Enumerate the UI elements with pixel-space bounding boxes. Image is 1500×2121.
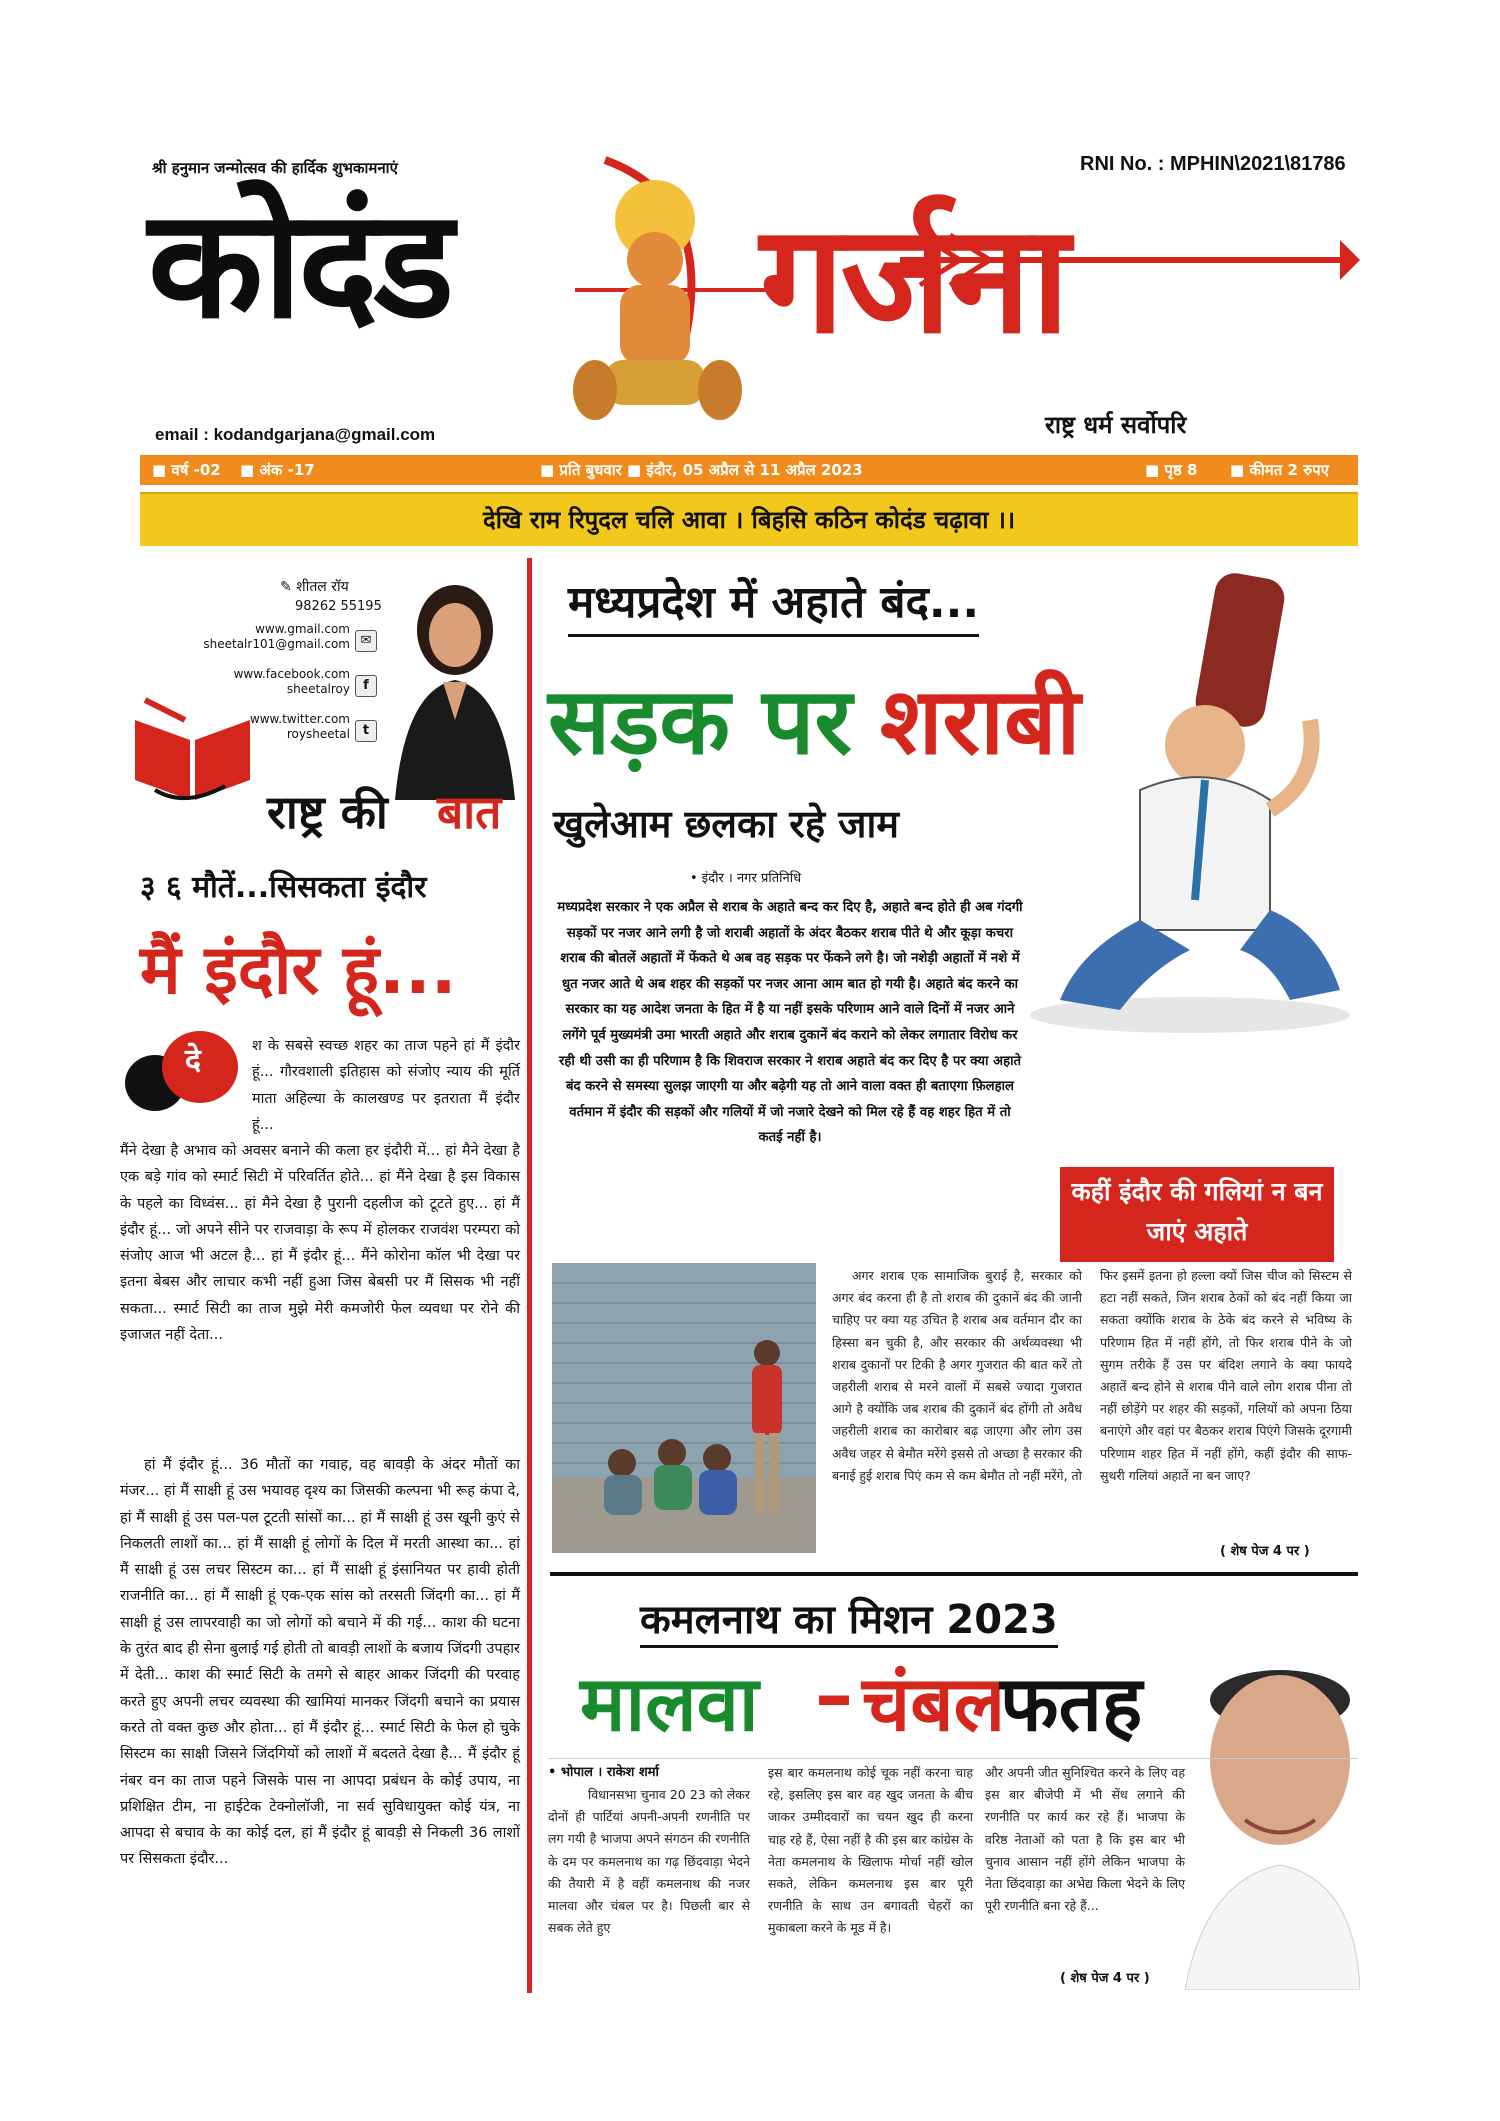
story2-headline-red: चंबल: [862, 1659, 1006, 1748]
quote-banner: देखि राम रिपुदल चलि आवा । बिहसि कठिन कोदंड चढ़ावा ।।: [140, 492, 1358, 546]
story1-col-2: फिर इसमें इतना हो हल्ला क्यों जिस चीज को सिस्टम से हटा नहीं सकते, जिन शराब ठेकों को बंद नहीं किया जा सकता क्योंकि शराब के ठेके बंद करने से भविष्य के परिणाम हित में नहीं होंगे, तो फिर शराब पीने के जो सुगम तरीके हैं उस पर बंदिश लगाने के क्या फायदे अहातें बन्द होने से शराब पीने वाले लोग शराब पीना तो नहीं छोड़ेंगे पर शहर की सड़कों, गलियों को अपना ठिया बनाएंगे और वहां पर बैठकर शराब पिएंगे जिसके दूरगामी परिणाम शहर हित में नहीं होंगे, कहीं इंदौर की साफ-सुथरी गलियां अहातें ना बन जाए?: [1100, 1268, 1352, 1483]
drunk-man-illustration: [1020, 570, 1365, 1040]
rni-number: RNI No. : MPHIN\2021\81786: [1080, 153, 1346, 175]
mail-icon: ✉: [355, 630, 377, 652]
issue-year: ■ वर्ष -02: [152, 461, 221, 479]
hanuman-illustration: [535, 140, 775, 440]
story1-subhead: खुलेआम छलका रहे जाम: [553, 802, 900, 846]
email-address: email : kodandgarjana@gmail.com: [155, 425, 436, 444]
story2-headline-black: फतह: [1000, 1659, 1143, 1748]
story2-dateline: • भोपाल । राकेश शर्मा: [548, 1765, 659, 1780]
story1-kicker: मध्यप्रदेश में अहाते बंद...: [568, 570, 979, 637]
masthead-title-red: गर्जना: [760, 193, 1066, 367]
book-icon: [125, 690, 265, 810]
politician-photo: [1185, 1610, 1360, 1990]
gmail-line-2: sheetalr101@gmail.com: [203, 637, 350, 651]
facebook-line-2: sheetalroy: [286, 682, 350, 696]
masthead-tagline: राष्ट्र धर्म सर्वोपरि: [1045, 411, 1187, 439]
author-phone: 98262 55195: [295, 599, 382, 614]
story1-intro: मध्यप्रदेश सरकार ने एक अप्रैल से शराब के अहाते बन्द कर दिए है, अहाते बन्द होते ही अब गंदगी सड़कों पर नजर आने लगी है जो शराबी अहातों के अंदर बैठकर शराब पीते थे और कूड़ा कचरा शराब की बोतलें अहातों में फेंकते थे अब वह सड़क पर फेंकने लगे है। जो नशेड़ी अहातों में नशे में धुत नजर आते थे अब शहर की सड़कों पर नजर आना आम बात हो गयी है। अहाते बंद करने का सरकार का यह आदेश जनता के हित में है या नहीं इसके परिणाम आने वाले दिनों में नजर आने लगेंगे पूर्व मुख्यमंत्री उमा भारती अहाते और शराब दुकानें बंद कराने को लेकर लगातार विरोध कर रही थी उसी का ही परिणाम है कि शिवराज सरकार ने शराब अहाते बंद कर दिए है पर क्या अहाते बंद करने से समस्या सुलझ जाएगी या और बढ़ेगी यह तो आने वाला वक्त ही बताएगा फ़िलहाल वर्तमान में इंदौर की सड़कों और गलियों में जो नजारे देखने को मिल रहे हैं वह शहर हित में तो कतई नहीं है।: [557, 900, 1023, 1146]
story2-col-2: इस बार कमलनाथ कोई चूक नहीं करना चाह रहे, इसलिए इस बार वह खुद जनता के बीच जाकर उम्मीदवारों का चयन खुद ही करना चाह रहे हैं, ऐसा नहीं है की इस बार कांग्रेस के नेता कमलनाथ के खिलाफ मोर्चा नहीं खोल सकते, लेकिन कमलनाथ इस बार पूरी रणनीति के साथ उन बगावती चेहरों का मुकाबला करने के मूड में है।: [768, 1765, 973, 1936]
author-photo: [385, 570, 525, 800]
column-para-3: हां मैं इंदौर हूं... 36 मौतों का गवाह, वह बावड़ी के अंदर मौतों का मंजर... हां मैं साक्षी हूं उस भयावह दृश्य का जिसकी कल्पना भी रूह कंपा दे, हां मैं साक्षी हूं उस पल-पल टूटती सांसों का... हां मैं साक्षी हूं उस खूनी कुएं से निकलती लाशों का... हां मैं साक्षी हूं लोगों के दिल में मरती आस्था का... हां मैं साक्षी हूं उस लचर सिस्टम का... हां मैं साक्षी हूं इंसानियत पर हावी होती राजनीति का... हां मैं साक्षी हूं एक-एक सांस को तरसती जिंदगी का... हां मैं साक्षी हूं उस लापरवाही का जो लोगों को बचाने में की गई... काश की घटना के तुरंत बाद ही सेना बुलाई गई होती तो बावड़ी लाशों के बजाय जिंदगी उपहार में देती... काश की स्मार्ट सिटी के तमगे से बाहर आकर जिंदगी की परवाह करते हुए अपनी लचर व्यवस्था की खामियां मानकर जिंदगी बचाने का प्रयास करते तो वक्त कुछ और होता... हां मैं इंदौर हूं... स्मार्ट सिटी के फेल हो चुके सिस्टम का साक्षी जिसने जिंदगियों को लाशों में बदलते देखा है... मैं इंदौर हूं नंबर वन का ताज पहने जिसके पास ना आपदा प्रबंधन के कोई उपाय, ना प्रशिक्षित टीम, ना हाईटेक टेक्नोलॉजी, ना सर्व सुविधायुक्त कोई यंत्र, ना आपदा से बचाव के का कोई दल, हां मैं इंदौर हूं बावड़ी से निकली 36 लाशों पर सिसकता इंदौर...: [120, 1457, 520, 1868]
arrow-icon: [900, 215, 1360, 305]
story2-rule: [548, 1758, 1358, 1759]
story2-col-1: विधानसभा चुनाव 20 23 को लेकर दोनों ही पार्टियां अपनी-अपनी रणनीति पर लग गयी है भाजपा अपने संगठन की रणनीति के दम पर कमलनाथ का गढ़ छिंदवाड़ा भेदने की तैयारी में है वहीं कमलनाथ की नजर मालवा और चंबल पर है। पिछली बार से सबक लेते हुए: [548, 1787, 750, 1936]
author-name: ✎ शीतल रॉय: [280, 579, 349, 595]
price: ■ कीमत 2 रुपए: [1230, 461, 1329, 479]
column-para-1: श के सबसे स्वच्छ शहर का ताज पहने हां मैं इंदौर हूं... गौरवशाली इतिहास को संजोए न्याय की मूर्ति माता अहिल्या के कालखण्ड पर इतराता मैं इंदौर हूं...: [252, 1038, 520, 1133]
story2-headline-green: मालवा: [580, 1659, 759, 1748]
gmail-contact: [180, 622, 350, 652]
section-divider: [550, 1572, 1358, 1576]
column-brand-black: राष्ट्र की: [267, 785, 388, 839]
story1-callout: कहीं इंदौर की गलियां न बन जाएं अहाते: [1060, 1167, 1334, 1262]
story1-dateline: • इंदौर । नगर प्रतिनिधि: [690, 871, 802, 886]
story2-col-3: और अपनी जीत सुनिश्चित करने के लिए वह इस बार बीजेपी में भी सेंध लगाने की रणनीति पर कार्य कर रहे हैं। भाजपा के वरिष्ठ नेताओं को पता है कि इस बार भी चुनाव आसान नहीं होंगे लेकिन भाजपा के नेता छिंदवाड़ा का अभेद्य किला भेदने के लिए पूरी रणनीति बना रहे हैं...: [985, 1765, 1185, 1914]
column-para-2: मैंने देखा है अभाव को अवसर बनाने की कला हर इंदौरी में... हां मैने देखा है एक बड़े गांव को स्मार्ट सिटी में परिवर्तित होते... हां मैंने देखा है इस विकास के पहले का विध्वंस... हां मैने देखा है पुरानी दहलीज को टूटते हुए... हां मैं इंदौर हूं... जो अपने सीने पर राजवाड़ा के रूप में होलकर राजवंश परम्परा को संजोए आज भी अटल है... हां मैं इंदौर हूं... मैंने कोरोना कॉल भी देखा पर इतना बेबस और लाचार कभी नहीं हुआ जिस बेबसी पर मैं सिसक भी नहीं सकता... स्मार्ट सिटी का ताज मुझे मेरी कमजोरी फेल व्यवधा पर रोने की इजाजत नहीं देता...: [120, 1143, 520, 1344]
masthead-title-black: कोदंड: [148, 178, 450, 352]
page-count: ■ पृष्ठ 8: [1145, 461, 1198, 479]
column-brand-red: बात: [437, 785, 502, 839]
story1-continued: ( शेष पेज 4 पर ): [1220, 1544, 1310, 1559]
column-divider: [527, 558, 532, 1993]
story2-kicker: कमलनाथ का मिशन 2023: [640, 1590, 1058, 1648]
issue-info-bar: [140, 455, 1358, 485]
twitter-line-2: roysheetal: [286, 727, 350, 741]
gmail-line-1: www.gmail.com: [255, 622, 350, 636]
story2-headline-dash: –: [815, 1650, 853, 1739]
story1-col-1: अगर शराब एक सामाजिक बुराई है, सरकार को अगर बंद करना ही है तो शराब की दुकानें बंद की जानी चाहिए पर क्या यह उचित है शराब अब वर्तमान दौर का हिस्सा बन चुकी है, और सरकार की अर्थव्यवस्था भी शराब दुकानों पर टिकी है अगर गुजरात की बात करें तो जहरीली शराब से मरने वालों में सबसे ज्यादा गुजरात आगे है क्योंकि जब शराब की दुकानें बंद होंगी तो अवैध जहरीली शराब का कारोबार बढ़ जाएगा और लोग उस अवैध जहर से बेमौत मरेंगे इससे तो अच्छा है सरकार की बनाई हुई शराब पिएं कम से कम बेमौत तो नहीं मरेंगे, तो: [832, 1268, 1082, 1483]
twitter-line-1: www.twitter.com: [249, 712, 350, 726]
facebook-icon: f: [355, 675, 377, 697]
street-photo: [552, 1263, 816, 1553]
issue-date: ■ प्रति बुधवार ■ इंदौर, 05 अप्रैल से 11 अप्रैल 2023: [540, 461, 863, 479]
twitter-icon: t: [355, 720, 377, 742]
column-headline-large: मैं इंदौर हूं...: [140, 931, 457, 1010]
issue-number: ■ अंक -17: [240, 461, 315, 479]
story1-headline-red: शराबी: [880, 668, 1081, 775]
column-headline-small: ३ ६ मौतें...सिसकता इंदौर: [140, 870, 427, 905]
story2-continued: ( शेष पेज 4 पर ): [1060, 1971, 1150, 1986]
greeting-text: श्री हनुमान जन्मोत्सव की हार्दिक शुभकामनाएं: [152, 159, 398, 177]
facebook-line-1: www.facebook.com: [233, 667, 350, 681]
story1-headline-green: सड़क पर: [548, 668, 852, 775]
drop-cap: दे: [185, 1043, 201, 1078]
